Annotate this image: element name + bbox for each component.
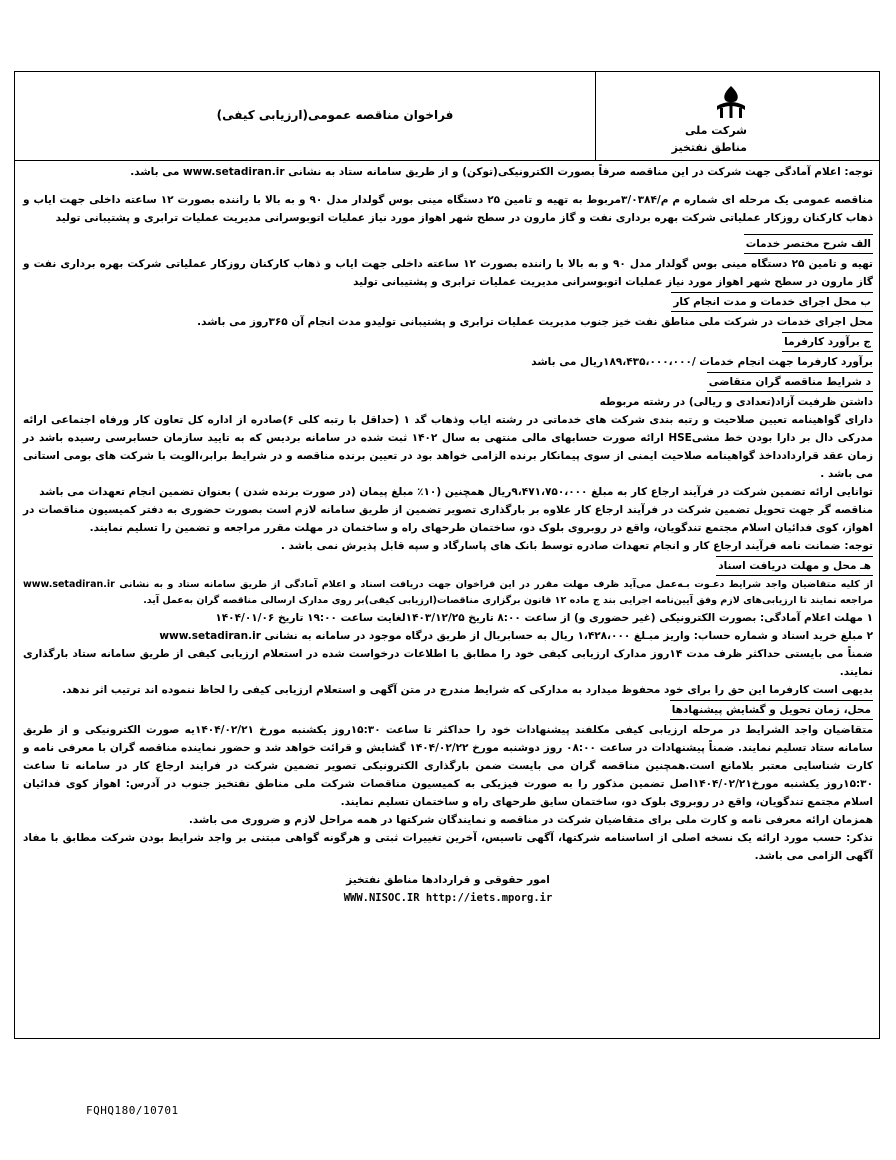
section-e-item-1: ۱ مهلت اعلام آمادگی: بصورت الکترونیکی (غیر حضوری و) از ساعت ۸:۰۰ تاریخ ۱۴۰۳/۱۲/۲۵لغایت ساعت ۱۹:۰۰ تاریخ ۱۴۰۴/۰۱/۰۶ [215, 612, 873, 624]
section-e-intro: از کلیه متقاضیان واجد شرایط دعـوت بـه‌عمل می‌آید ظرف مهلت مقرر در این فراخوان جهت دریافت اسناد و اعلام آمادگی از طریق سامانه ستاد و به نشانی www.setadiran.ir مراجعه نمایند تا ارزیابی‌های لازم وفق آیین‌نامه اجرایی بند ج ماده ۱۲ قانون برگزاری مناقصات(ارزیابی کیفی)بر روی مدارک ارسالی مناقصه گران به‌عمل آید. [23, 579, 873, 606]
intro-paragraph: مناقصه عمومی یک مرحله ای شماره م م/۳/۰۳۸۴مربوط به تهیه و تامین ۲۵ دستگاه مینی بوس گولدار مدل ۹۰ و به بالا با راننده بصورت ۱۲ ساعته داخلی جهت ایاب و ذهاب کارکنان روزکار عملیاتی شرکت بهره برداری نفت و گاز مارون در سطح شهر اهواز مورد نیاز عملیات اتوبوسرانی مدیریت عملیات ترابری و پشتیبانی تولید [23, 194, 873, 224]
nioc-logo-icon [711, 84, 751, 120]
section-b-text: محل اجرای خدمات در شرکت ملی مناطق نفت خیز جنوب مدیریت عملیات ترابری و پشتیبانی تولیدو مدت انجام آن ۳۶۵روز می باشد. [197, 316, 873, 328]
section-d-item: مناقصه گر جهت تحویل تضمین شرکت در فرآیند ارجاع کار علاوه بر بارگذاری تصویر تضمین از طریق سامانه لازم است بصورت حضوری به دفتر کمیسیون مناقصات در اهواز، کوی فدائیان اسلام مجتمع تندگویان، واقع در روبروی بلوک دو، ساختمان طرحهای راه و ساختمان در مهلت مقرر مراجعه و تضمین را تسلیم نمایند. [23, 504, 873, 534]
header [15, 72, 879, 161]
logo-cell [595, 72, 879, 160]
document-code: FQHQ180/10701 [86, 1104, 179, 1117]
section-b-heading: ب محل اجرای خدمات و مدت انجام کار [671, 292, 873, 312]
section-e-paragraph: ضمناً می بایستی حداکثر ظرف مدت ۱۴روز مدارک ارزیابی کیفی خود را مطابق با اطلاعات درخواست شده در استعلام ارزیابی کیفی از طریق سامانه ستاد بارگذاری نمایند. [23, 648, 873, 678]
section-f-note: تذکر: حسب مورد ارائه یک نسخه اصلی از اساسنامه شرکتها، آگهی تاسیس، آخرین تغییرات ثبتی و هرگونه گواهی مبتنی بر واجد شرایط بودن شرکت مطابق با مفاد آگهی الزامی می باشد. [23, 832, 873, 862]
section-c-text: برآورد کارفرما جهت انجام خدمات /۱۸۹،۴۳۵،۰۰۰،۰۰۰ریال می باشد [531, 356, 873, 368]
section-d-note: توجه: ضمانت نامه فرآیند ارجاع کار و انجام تعهدات صادره توسط بانک های پاسارگاد و سپه قابل پذیرش نمی باشد . [280, 540, 873, 552]
company-name [672, 122, 747, 156]
announcement-frame [14, 71, 880, 1039]
page-title: فراخوان مناقصه عمومی(ارزیابی کیفی) [216, 108, 454, 122]
section-d-item: توانایی ارائه تضمین شرکت در فرآیند ارجاع کار به مبلغ ۹،۴۷۱،۷۵۰،۰۰۰ریال همچنین (۱۰٪ مبلغ پیمان (در صورت برنده شدن ) بعنوان تضمین انجام تعهدات می باشد [39, 486, 873, 498]
top-notice: توجه: اعلام آمادگی جهت شرکت در این مناقصه صرفاً بصورت الکترونیکی(توکن) و از طریق سامانه ستاد به نشانی www.setadiran.ir می باشد. [130, 166, 873, 178]
section-e-heading: هـ محل و مهلت دریافت اسناد [716, 556, 873, 576]
company-line-2: مناطق نفتخیز [671, 141, 747, 154]
footer-websites: WWW.NISOC.IR http://iets.mporg.ir [343, 892, 553, 904]
section-c-heading: ج برآورد کارفرما [782, 332, 873, 352]
section-d-item: دارای گواهینامه تعیین صلاحیت و رتبه بندی شرکت های خدماتی در رشته ایاب وذهاب گد ۱ (حداقل با رتبه کلی ۶)صادره از اداره کل تعاون کار ورفاه اجتماعی ارائه مدرکی دال بر دارا بودن خط مشیHSE ارائه صورت حسابهای مالی منتهی به سال ۱۴۰۲ ثبت شده در سامانه بردیس که به تایید سازمان حسابرسی رسیده باشد در زمان عقد قراردادداخذ گواهینامه صلاحیت ایمنی از سوی پیمانکار برنده الزامی خواهد بود در تعیین برنده مناقصه و در شرایط برابر،الویت با شرکت های بومی استانی می باشد . [23, 414, 873, 480]
section-f-paragraph: همزمان ارائه معرفی نامه و کارت ملی برای متقاضیان شرکت در مناقصه و نمایندگان شرکتها در همه مراحل لازم و ضروری می باشد. [188, 814, 873, 826]
section-e-paragraph: بدیهی است کارفرما این حق را برای خود محفوظ میدارد به مدارکی که شرایط مندرج در متن آگهی و استعلام ارزیابی کیفی را لحاظ ننموده اند ترتیب اثر ندهد. [62, 684, 873, 696]
section-d-heading: د شرایط مناقصه گران متقاضی [707, 372, 873, 392]
section-f-heading: محل، زمان تحویل و گشایش پیشنهادها [670, 700, 873, 720]
section-d-item: داشتن ظرفیت آزاد(تعدادی و ریالی) در رشته مربوطه [599, 396, 873, 408]
footer-department: امور حقوقی و قراردادها مناطق نفتخیز [346, 874, 550, 886]
section-f-text: متقاضیان واجد الشرایط در مرحله ارزیابی کیفی مکلفند پیشنهادات خود را حداکثر تا ساعت ۱۵:۳۰روز یکشنبه مورخ ۱۴۰۴/۰۲/۲۱یه صورت الکترونیکی و از طریق سامانه ستاد تسلیم نمایند. ضمناً پیشنهادات در ساعت ۰۸:۰۰ روز دوشنبه مورخ ۱۴۰۴/۰۲/۲۲ گشایش و قرائت خواهد شد و حضور نماینده مناقصه گران با معرفی نامه و کارت شناسایی معتبر بلامانع است.همچنین مناقصه گران می بایست ضمن بارگذاری الکترونیکی تصویر تضمین شرکت در فرایند ارجاع کار در سامانه تا ساعت ۱۵:۳۰روز یکشنبه مورخ۱۴۰۴/۰۲/۲۱اصل تضمین مذکور را به صورت فیزیکی به کمیسیون مناقصات شرکت ملی مناطق نفتخیز جنوب در آدرس: اهواز کوی فدائیان اسلام مجتمع تندگویان، واقع در روبروی بلوک دو، ساختمان سایق طرحهای راه و ساختمان تسلیم نمایند. [23, 724, 874, 808]
company-line-1: شرکت ملی [685, 124, 747, 137]
section-a-heading: الف شرح مختصر خدمات [744, 234, 873, 254]
document-body [23, 163, 873, 907]
section-a-text: تهیه و تامین ۲۵ دستگاه مینی بوس گولدار مدل ۹۰ و به بالا با راننده بصورت ۱۲ ساعته داخلی جهت ایاب و ذهاب کارکنان روزکار عملیاتی شرکت بهره برداری نفت و گاز مارون در سطح شهر اهواز مورد نیاز عملیات اتوبوسرانی مدیریت عملیات ترابری و پشتیبانی تولید [23, 258, 873, 288]
section-e-item-2: ۲ مبلغ خرید اسناد و شماره حساب: واریز مبـلغ ۱،۴۲۸،۰۰۰ ریال به حسابریال از طریق درگاه موجود در سامانه به نشانی www.setadiran.ir [159, 630, 873, 642]
